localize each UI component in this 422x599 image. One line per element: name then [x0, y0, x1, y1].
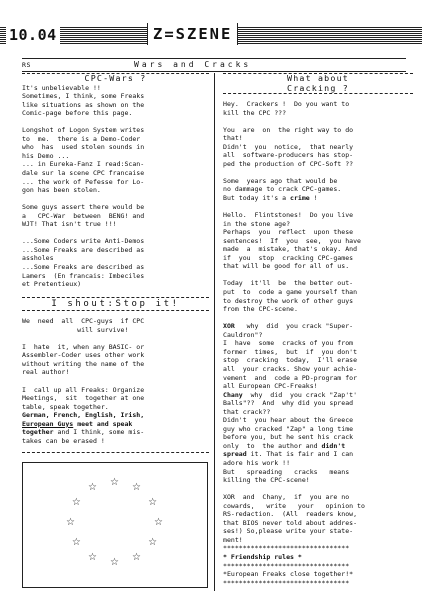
star-icon: ☆ [148, 537, 158, 549]
magazine-title: Z=SZENE [147, 23, 238, 45]
right-paragraph: XOR and Chany, if you are no cowards, write your opinion to RS-redaction. (All readers know, that BIOS never told about addres- ses!) So,please write your state- ment! ******************************** * Friendship rules * ******************************** *European Freaks close together!* ******************************** [223, 493, 365, 587]
left-paragraph: Some guys assert there would be a CPC-War between BENG! and WJT! That isn't true !!! [22, 203, 145, 229]
right-paragraph: XOR why did you crack "Super- Cauldron"? I have some cracks of you from former times, but if you don't stop cracking today, I'll erase all your cracks. Show your achie- vement and code a PD-program for all European CPC-Freaks! Chany why did you crack "Zap't' Balls"?? And why did you spread that crack?? Didn't you hear about the Greece guy who cracked "Zap" a long time before you, but he sent his crack only to the author and didn't spread it. That is fair and I can adore his work !! But spreading cracks means killing the CPC-scene! [223, 322, 358, 485]
left-paragraph: ...Some Coders write Anti-Demos ...Some Freaks are described as assholes ...Some Freaks are described as Lamers (En francais: Imbeciles et Pretentieux) [22, 237, 145, 289]
right-paragraph: Hey. Crackers ! Do you want to kill the CPC ??? [223, 100, 350, 117]
article-title: Wars and Cracks [134, 60, 252, 69]
left-column [22, 73, 209, 454]
star-icon: ☆ [132, 552, 141, 564]
star-icon: ☆ [88, 552, 97, 564]
star-rule: ******************************** [223, 578, 350, 587]
star-rule: ******************************** [223, 544, 350, 553]
right-paragraph: Today it'll be the better out- put to code a game yourself than to destroy the work of other guys from the CPC-scene. [223, 279, 358, 314]
left-paragraph: Longshot of Logon System writes to me. there is a Demo-Coder who has used stolen sounds in his Demo ... ... in Eureka-Fanz I read:Scan- dale sur la scene CPC francaise ... the work of Pefesse for Lo- gon has been stolen. [22, 126, 145, 195]
page-number: 10.04 [6, 24, 60, 46]
section-header [22, 61, 402, 70]
section-bottom-rule [22, 71, 406, 72]
star-icon: ☆ [71, 496, 81, 508]
star-icon: ☆ [132, 481, 141, 493]
star-icon: ☆ [71, 537, 81, 549]
shout-heading: I shout:Stop it! [22, 297, 209, 311]
left-paragraph: I hate it, when any BASIC- or Assembler-Coder uses other work without writing the name of the real author! [22, 342, 145, 377]
section-label: RS [22, 61, 31, 69]
section-top-rule [22, 58, 406, 59]
right-paragraph: Some years ago that would be no dammage to crack CPC-games. But today it's a crime ! [223, 176, 342, 203]
cpc-wars-title: CPC-Wars ? [22, 73, 209, 84]
star-rule: ******************************** [223, 561, 350, 570]
right-column [223, 73, 413, 587]
star-icon: ☆ [88, 481, 97, 493]
right-paragraph: You are on the right way to do that! Didn't you notice, that nearly all software-producers has stop- ped the production of CPC-Soft ?? [223, 125, 354, 168]
star-icon: ☆ [66, 517, 75, 528]
friendship-rule: *European Freaks close together!* [223, 570, 354, 579]
left-paragraph: It's unbelievable !! Sometimes, I think, some Freaks like situations as shown on the Comic-page before this page. [22, 83, 145, 118]
star-icon: ☆ [110, 476, 119, 488]
column-divider [214, 73, 215, 591]
star-icon: ☆ [154, 517, 163, 528]
star-icon: ☆ [110, 557, 119, 569]
left-paragraph: We need all CPC-guys if CPC will survive! [22, 317, 145, 334]
left-paragraph: I call up all Freaks: Organize Meetings, sit together at one table, speak together. German, French, English, Irish, European Guys meet and speak together and I think, some mis- takes can be erased ! [22, 385, 145, 445]
star-icon: ☆ [148, 496, 158, 508]
flag-separator [22, 452, 209, 453]
friendship-rules-title: * Friendship rules * [223, 552, 302, 561]
cracking-title: What about Cracking ? [223, 73, 413, 94]
eu-flag [22, 462, 208, 588]
right-paragraph: Hello. Flintstones! Do you live in the stone age? Perhaps you reflect upon these sentences! If you see, you have made a mistake, that's okay. And if you stop cracking CPC-games that will be good for all of us. [223, 211, 361, 271]
